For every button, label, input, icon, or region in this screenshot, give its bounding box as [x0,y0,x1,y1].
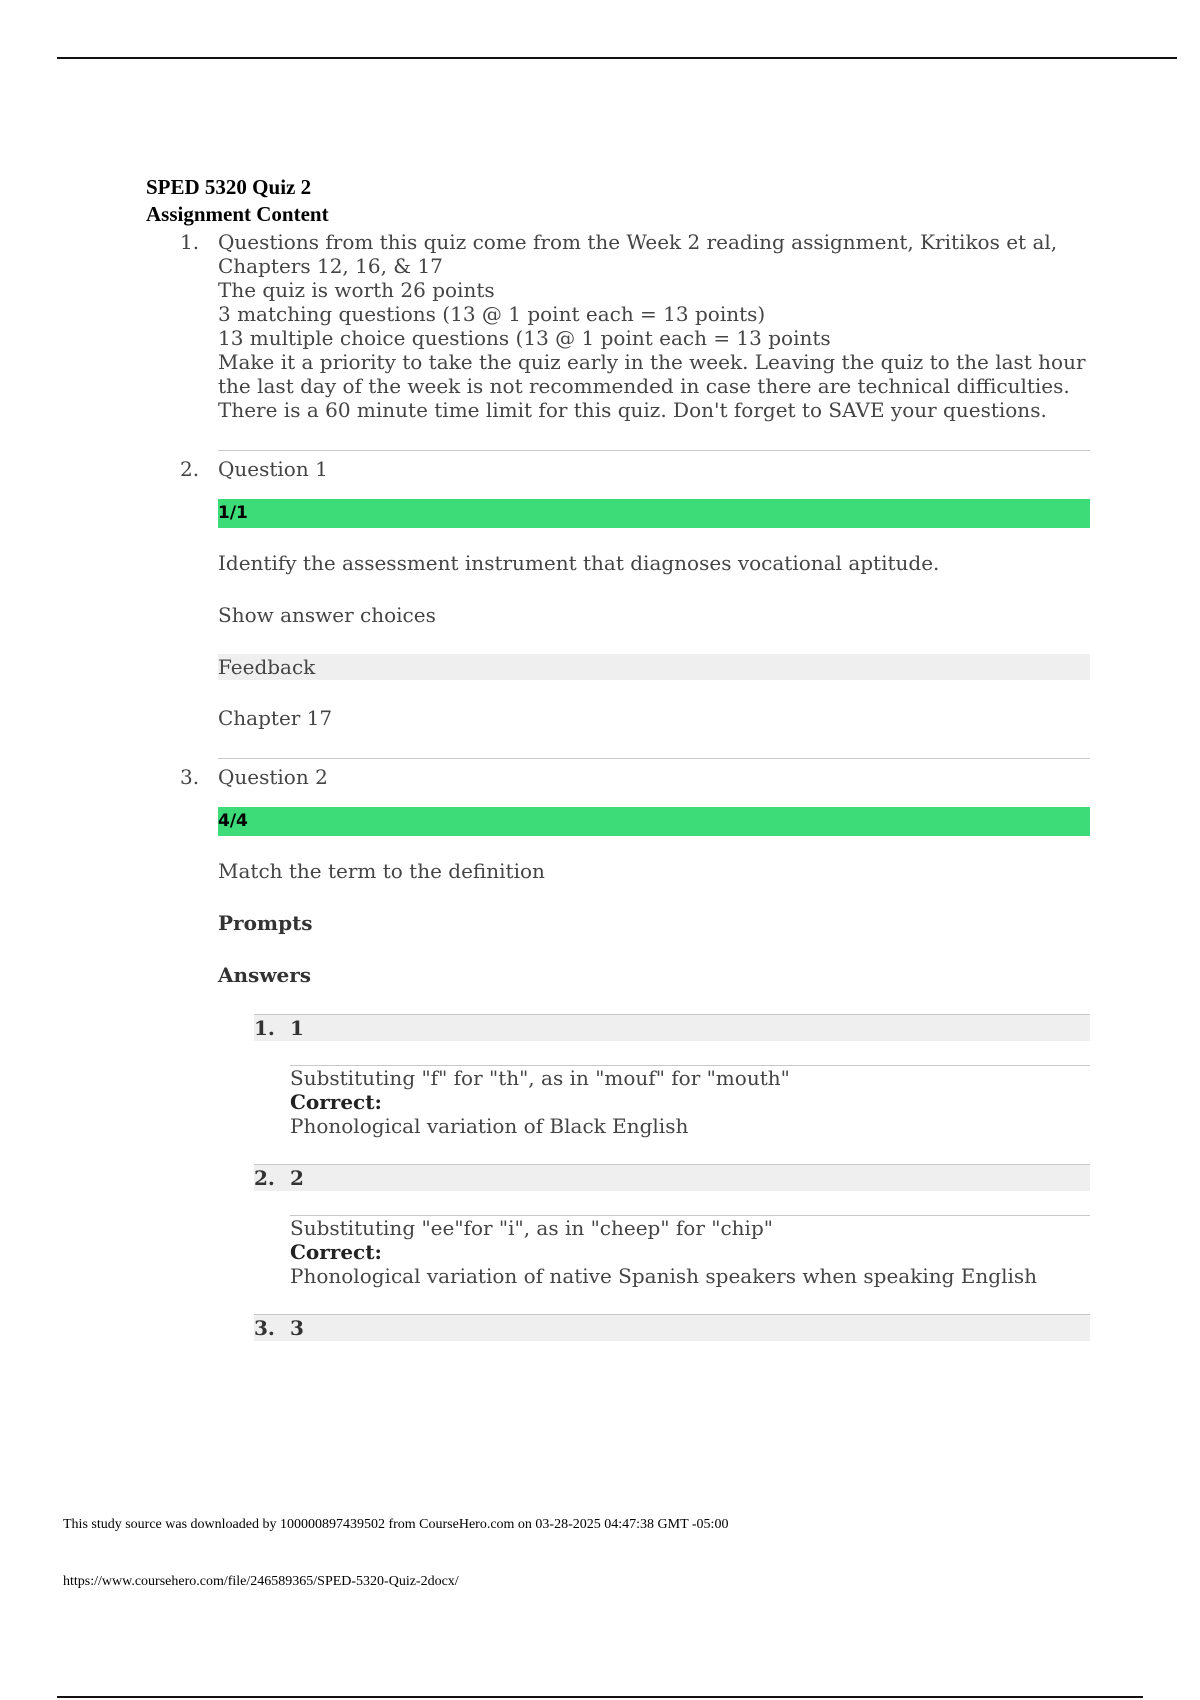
intro-line: Questions from this quiz come from the Week 2 reading assignment, Kritikos et al, Chapters 12, 16, & 17 [218,230,1058,278]
download-note: This study source was downloaded by 100000897439502 from CourseHero.com on 03-28-2025 04:47:38 GMT -05:00 [63,1517,729,1532]
match-number: 2. [254,1166,275,1190]
doc-title: SPED 5320 Quiz 2 [146,175,312,199]
document-content [146,174,1090,1341]
item-number: 3. [180,765,200,789]
correct-label: Correct: [290,1240,382,1264]
score-bar: 1/1 [218,499,1090,528]
item-number: 2. [180,457,200,481]
match-number: 1. [254,1016,275,1040]
match-item [254,1164,1090,1288]
match-prompt: Substituting "ee"for "i", as in "cheep" for "chip" [290,1216,773,1240]
separator [218,758,1090,759]
prompts-label: Prompts [218,911,313,935]
intro-line: Make it a priority to take the quiz early in the week. Leaving the quiz to the last hour the last day of the week is not recommended in case there are technical difficulties. [218,350,1086,398]
match-header [254,1314,1090,1341]
match-header [254,1014,1090,1041]
match-label: 1 [290,1016,304,1040]
match-item [254,1014,1090,1138]
score-bar: 4/4 [218,807,1090,836]
doc-subtitle: Assignment Content [146,202,329,226]
question-1 [146,457,1090,730]
match-header [254,1164,1090,1191]
feedback-bar: Feedback [218,654,1090,680]
feedback-text: Chapter 17 [218,706,333,730]
match-number: 3. [254,1316,275,1340]
top-rule [57,57,1177,59]
separator [218,450,1090,451]
question-title: Question 2 [218,765,328,789]
source-url[interactable]: https://www.coursehero.com/file/246589365/SPED-5320-Quiz-2docx/ [63,1574,459,1589]
match-item [254,1314,1090,1341]
item-number: 1. [180,230,200,254]
show-answer-choices-link[interactable]: Show answer choices [218,603,436,627]
question-title: Question 1 [218,457,328,481]
intro-line: There is a 60 minute time limit for this quiz. Don't forget to SAVE your questions. [218,398,1047,422]
intro-item [146,230,1090,422]
correct-answer: Phonological variation of native Spanish speakers when speaking English [290,1264,1038,1288]
question-prompt: Identify the assessment instrument that diagnoses vocational aptitude. [218,551,940,575]
correct-answer: Phonological variation of Black English [290,1114,689,1138]
match-label: 2 [290,1166,304,1190]
intro-line: The quiz is worth 26 points [218,278,495,302]
bottom-rule [57,1696,1143,1698]
match-label: 3 [290,1316,304,1340]
question-prompt: Match the term to the definition [218,859,545,883]
intro-line: 3 matching questions (13 @ 1 point each = 13 points) [218,302,766,326]
match-prompt: Substituting "f" for "th", as in "mouf" for "mouth" [290,1066,790,1090]
correct-label: Correct: [290,1090,382,1114]
match-body [290,1215,1090,1288]
match-body [290,1065,1090,1138]
question-2 [146,765,1090,1341]
answers-label: Answers [218,963,312,987]
intro-line: 13 multiple choice questions (13 @ 1 point each = 13 points [218,326,831,350]
